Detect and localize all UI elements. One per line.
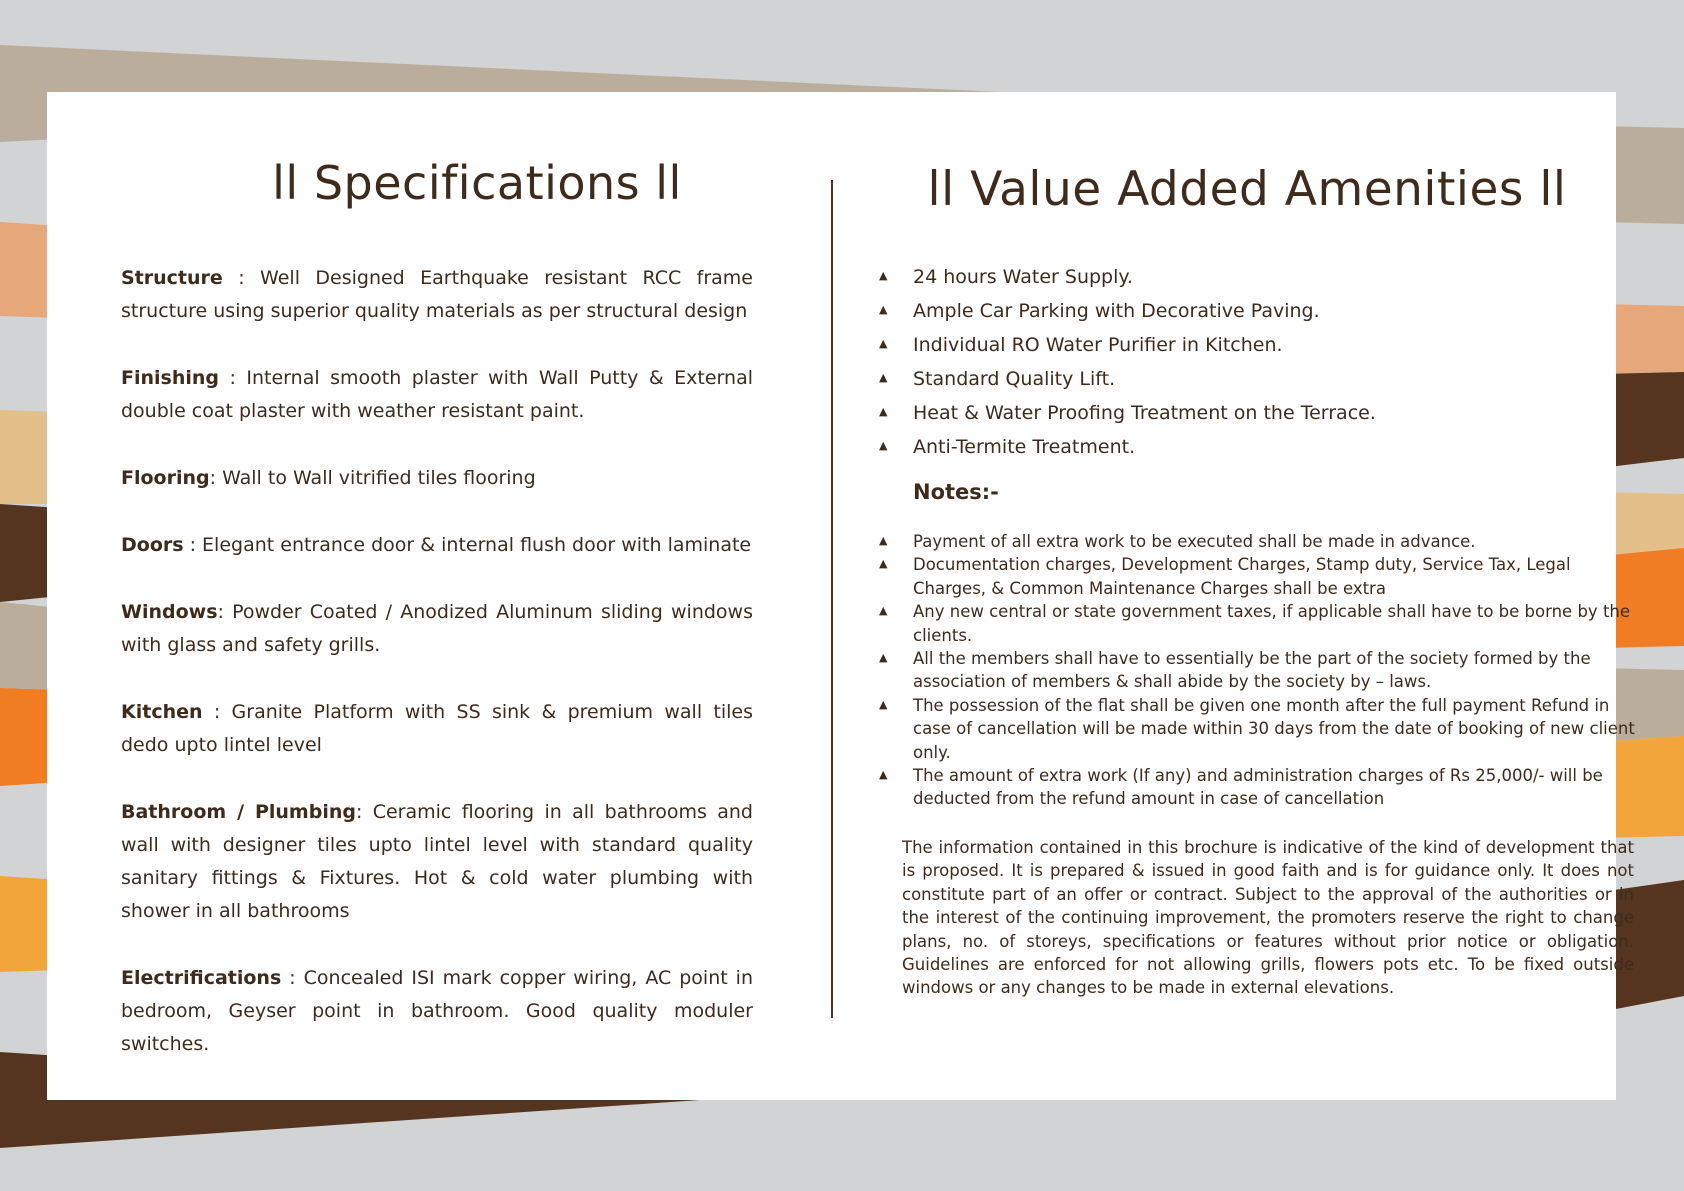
triangle-bullet-icon: ▲ bbox=[879, 651, 888, 665]
amenity-item bbox=[879, 396, 1559, 430]
amenity-item-text: Heat & Water Proofing Treatment on the Terrace. bbox=[913, 402, 1376, 424]
spec-item bbox=[121, 362, 753, 428]
spec-label: Finishing bbox=[121, 367, 220, 389]
spec-text: Well Designed Earthquake resistant RCC frame structure using superior quality materials as per structural design bbox=[121, 267, 753, 322]
note-item-text: Payment of all extra work to be executed shall be made in advance. bbox=[913, 532, 1476, 551]
amenity-item bbox=[879, 294, 1559, 328]
notes-list bbox=[879, 530, 1635, 811]
note-item-text: The possession of the flat shall be given one month after the full payment Refund in case of cancellation will be made within 30 days from the date of booking of new client only. bbox=[913, 695, 1635, 762]
spec-separator: : bbox=[209, 467, 223, 489]
spec-label: Flooring bbox=[121, 467, 210, 489]
spec-separator: : bbox=[217, 601, 233, 623]
spec-separator: : bbox=[202, 701, 232, 723]
spec-separator: : bbox=[183, 534, 203, 556]
note-item-text: The amount of extra work (If any) and administration charges of Rs 25,000/- will be deducted from the refund amount in case of cancellation bbox=[913, 766, 1603, 809]
spec-label: Bathroom / Plumbing bbox=[121, 801, 356, 823]
specifications-title: ll Specifications ll bbox=[272, 156, 682, 210]
amenity-item-text: Anti-Termite Treatment. bbox=[913, 436, 1136, 458]
spec-separator: : bbox=[355, 801, 373, 823]
triangle-bullet-icon: ▲ bbox=[879, 371, 888, 384]
spec-label: Kitchen bbox=[121, 701, 203, 723]
note-item-text: All the members shall have to essentially be the part of the society formed by the association of members & shall abide by the society by – laws. bbox=[913, 649, 1591, 692]
note-item bbox=[879, 530, 1635, 553]
triangle-bullet-icon: ▲ bbox=[879, 534, 888, 547]
amenities-list bbox=[879, 260, 1559, 464]
specifications-list bbox=[121, 262, 753, 1095]
spec-text: Powder Coated / Anodized Aluminum sliding windows with glass and safety grills. bbox=[121, 601, 753, 656]
spec-label: Windows bbox=[121, 601, 218, 623]
spec-text: Internal smooth plaster with Wall Putty & External double coat plaster with weather resistant paint. bbox=[121, 367, 753, 422]
amenity-item-text: Individual RO Water Purifier in Kitchen. bbox=[913, 334, 1283, 356]
spec-item bbox=[121, 529, 753, 562]
spec-item bbox=[121, 962, 753, 1061]
spec-text: Wall to Wall vitrified tiles flooring bbox=[222, 467, 536, 489]
spec-text: Elegant entrance door & internal flush door with laminate bbox=[202, 534, 752, 556]
triangle-bullet-icon: ▲ bbox=[879, 269, 888, 282]
amenity-item-text: Standard Quality Lift. bbox=[913, 368, 1116, 390]
note-item bbox=[879, 553, 1635, 600]
spec-separator: : bbox=[222, 267, 261, 289]
triangle-bullet-icon: ▲ bbox=[879, 405, 888, 418]
amenity-item bbox=[879, 430, 1559, 464]
spec-text: Granite Platform with SS sink & premium wall tiles dedo upto lintel level bbox=[121, 701, 754, 756]
note-item bbox=[879, 600, 1635, 647]
spec-item bbox=[121, 596, 753, 662]
amenity-item-text: 24 hours Water Supply. bbox=[913, 266, 1133, 288]
triangle-bullet-icon: ▲ bbox=[879, 604, 888, 618]
note-item bbox=[879, 764, 1635, 811]
brochure-page bbox=[47, 92, 1635, 1100]
spec-label: Electrifications bbox=[121, 967, 282, 989]
spec-item bbox=[121, 262, 753, 328]
amenities-title: ll Value Added Amenities ll bbox=[927, 162, 1567, 217]
notes-heading: Notes:- bbox=[913, 480, 999, 504]
spec-label: Doors bbox=[121, 534, 184, 556]
spec-separator: : bbox=[219, 367, 247, 389]
note-item-text: Documentation charges, Development Charges, Stamp duty, Service Tax, Legal Charges, & Common Maintenance Charges shall be extra bbox=[913, 555, 1571, 598]
amenity-item bbox=[879, 260, 1559, 294]
triangle-bullet-icon: ▲ bbox=[879, 439, 888, 452]
spec-item bbox=[121, 696, 753, 762]
spec-separator: : bbox=[281, 967, 304, 989]
spec-label: Structure bbox=[121, 267, 223, 289]
note-item-text: Any new central or state government taxes, if applicable shall have to be borne by the clients. bbox=[913, 602, 1631, 645]
column-divider bbox=[831, 180, 833, 1018]
spec-item bbox=[121, 796, 753, 928]
spec-item bbox=[121, 462, 753, 495]
triangle-bullet-icon: ▲ bbox=[879, 557, 888, 571]
disclaimer-text: The information contained in this brochure is indicative of the kind of development that is proposed. It is prepared & issued in good faith and is for guidance only. It does not constitute part of an offer or contract. Subject to the approval of the authorities or in the interest of the continuing improvement, the promoters reserve the right to change plans, no. of storeys, specifications or features without prior notice or obligation. Guidelines are enforced for not allowing grills, flowers pots etc. To be fixed outside windows or any changes to be made in external elevations. bbox=[902, 838, 1634, 998]
amenity-item bbox=[879, 362, 1559, 396]
spec-text: Ceramic flooring in all bathrooms and wall with designer tiles upto lintel level with standard quality sanitary fittings & Fixtures. Hot & cold water plumbing with shower in all bathrooms bbox=[121, 801, 753, 922]
amenity-item-text: Ample Car Parking with Decorative Paving. bbox=[913, 300, 1320, 322]
triangle-bullet-icon: ▲ bbox=[879, 768, 888, 782]
triangle-bullet-icon: ▲ bbox=[879, 697, 888, 711]
note-item bbox=[879, 694, 1635, 764]
triangle-bullet-icon: ▲ bbox=[879, 337, 888, 350]
triangle-bullet-icon: ▲ bbox=[879, 303, 888, 316]
note-item bbox=[879, 647, 1635, 694]
spec-text: Concealed ISI mark copper wiring, AC point in bedroom, Geyser point in bathroom. Good quality moduler switches. bbox=[121, 967, 754, 1055]
amenity-item bbox=[879, 328, 1559, 362]
